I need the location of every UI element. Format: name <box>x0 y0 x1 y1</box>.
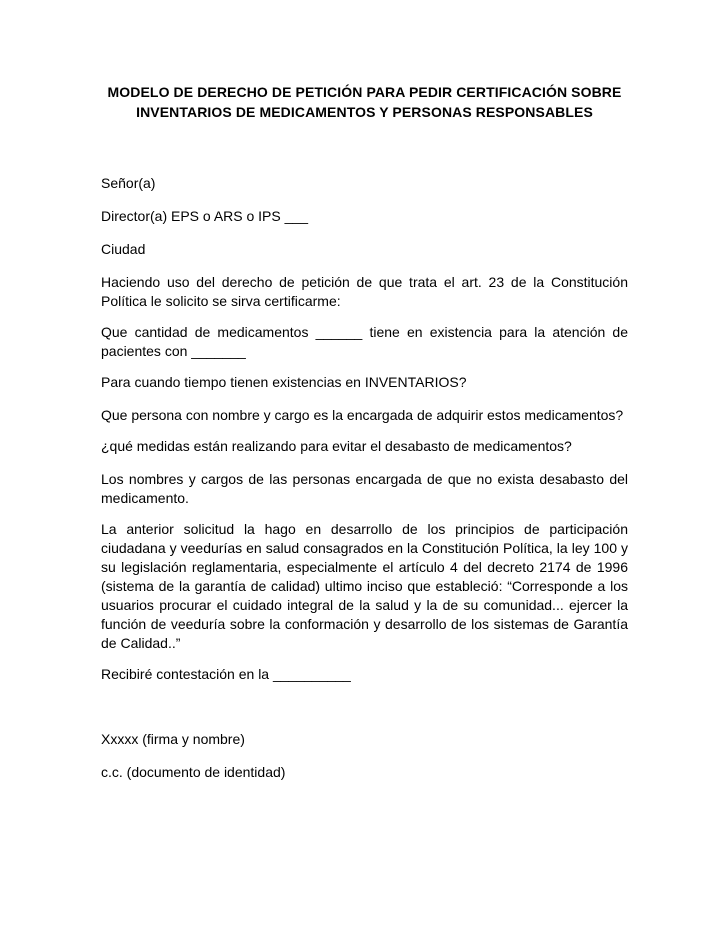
question-names: Los nombres y cargos de las personas encargada de que no exista desabasto del medicamento. <box>101 471 628 506</box>
title-line-2: INVENTARIOS DE MEDICAMENTOS Y PERSONAS RESPONSABLES <box>136 104 593 120</box>
signature-line: Xxxxx (firma y nombre) <box>101 731 245 747</box>
legal-basis-paragraph: La anterior solicitud la hago en desarrollo de los principios de participación ciudadana y veedurías en salud consagrados en la Constitución Política, la ley 100 y su legislación reglamentaria, especialmente el artículo 4 del decreto 2174 de 1996 (sistema de la garantía de calidad) ultimo inciso que estableció: “Corresponde a los usuarios procurar el cuidado integral de la salud y la de su comunidad... ejercer la función de veeduría sobre la conformación y desarrollo de los sistemas de Garantía de Calidad..” <box>101 521 628 651</box>
question-time: Para cuando tiempo tienen existencias en INVENTARIOS? <box>101 374 467 390</box>
spacer <box>101 122 628 174</box>
document-title <box>101 82 628 122</box>
recipient-line: Director(a) EPS o ARS o IPS ___ <box>101 208 308 224</box>
city-line: Ciudad <box>101 241 146 257</box>
intro-paragraph: Haciendo uso del derecho de petición de que trata el art. 23 de la Constitución Política le solicito se sirva certificarme: <box>101 274 628 309</box>
document-page <box>101 82 628 794</box>
spacer <box>101 696 628 730</box>
question-quantity: Que cantidad de medicamentos ______ tiene en existencia para la atención de pacientes con _______ <box>101 324 628 359</box>
id-line: c.c. (documento de identidad) <box>101 764 286 780</box>
title-line-1: MODELO DE DERECHO DE PETICIÓN PARA PEDIR CERTIFICACIÓN SOBRE <box>107 84 622 100</box>
question-person: Que persona con nombre y cargo es la encargada de adquirir estos medicamentos? <box>101 407 624 423</box>
reply-line: Recibiré contestación en la __________ <box>101 666 351 682</box>
question-measures: ¿qué medidas están realizando para evitar el desabasto de medicamentos? <box>101 438 572 454</box>
salutation: Señor(a) <box>101 175 156 191</box>
